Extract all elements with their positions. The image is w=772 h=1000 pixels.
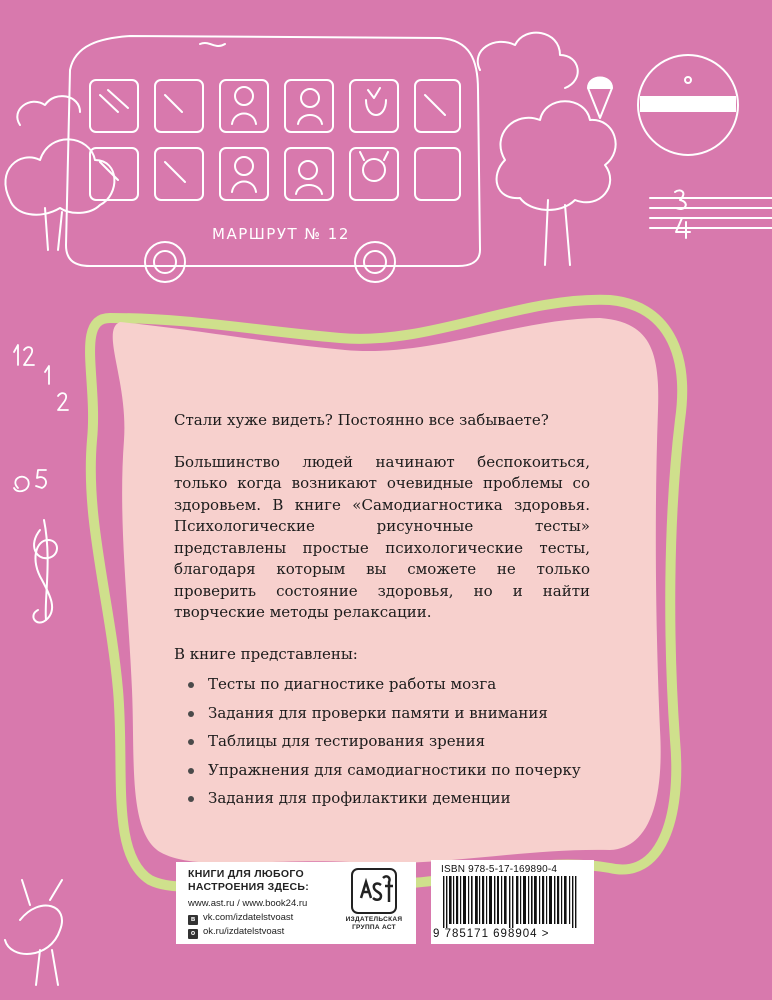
logo-caption: ИЗДАТЕЛЬСКАЯ ГРУППА АСТ (345, 916, 403, 931)
ok-link-text: ok.ru/izdatelstvoast (203, 926, 285, 937)
list-item: Упражнения для самодиагностики по почерку (174, 760, 590, 789)
vk-icon: в (188, 915, 198, 925)
question-line: Стали хуже видеть? Постоянно все забываете? (174, 411, 549, 429)
list-title: В книге представлены: (174, 644, 358, 663)
vk-link[interactable] (188, 912, 293, 925)
intro-paragraph: Большинство людей начинают беспокоиться, только когда возникают очевидные проблемы со здоровьем. В книге «Самодиагностика здоровья. Психологические рисуночные тесты» представлены простые психологические тесты, благодаря которым вы сможете не только проверить состояние здоровья, но и найти творческие методы релаксации. (174, 452, 590, 621)
ast-logo (338, 868, 410, 940)
promo-title: КНИГИ ДЛЯ ЛЮБОГО НАСТРОЕНИЯ ЗДЕСЬ: (188, 868, 310, 893)
barcode (441, 876, 581, 928)
ast-logo-mark (351, 868, 397, 914)
isbn-box (431, 860, 594, 944)
vk-link-text: vk.com/izdatelstvoast (203, 912, 294, 923)
odnoklassniki-icon: о (188, 929, 198, 939)
list-item: Тесты по диагностике работы мозга (174, 674, 590, 703)
isbn-label: ISBN 978-5-17-169890-4 (441, 864, 558, 875)
list-item: Задания для проверки памяти и внимания (174, 703, 590, 732)
annotation-text-block (174, 410, 590, 817)
ok-link[interactable] (188, 926, 284, 939)
route-number-label: МАРШРУТ № 12 (212, 225, 350, 243)
publisher-websites[interactable]: www.ast.ru / www.book24.ru (188, 898, 308, 909)
list-item: Задания для профилактики деменции (174, 788, 590, 817)
features-list (174, 674, 590, 817)
list-item: Таблицы для тестирования зрения (174, 731, 590, 760)
publisher-promo-box (176, 862, 416, 944)
barcode-digits: 9 785171 698904 > (433, 928, 550, 940)
